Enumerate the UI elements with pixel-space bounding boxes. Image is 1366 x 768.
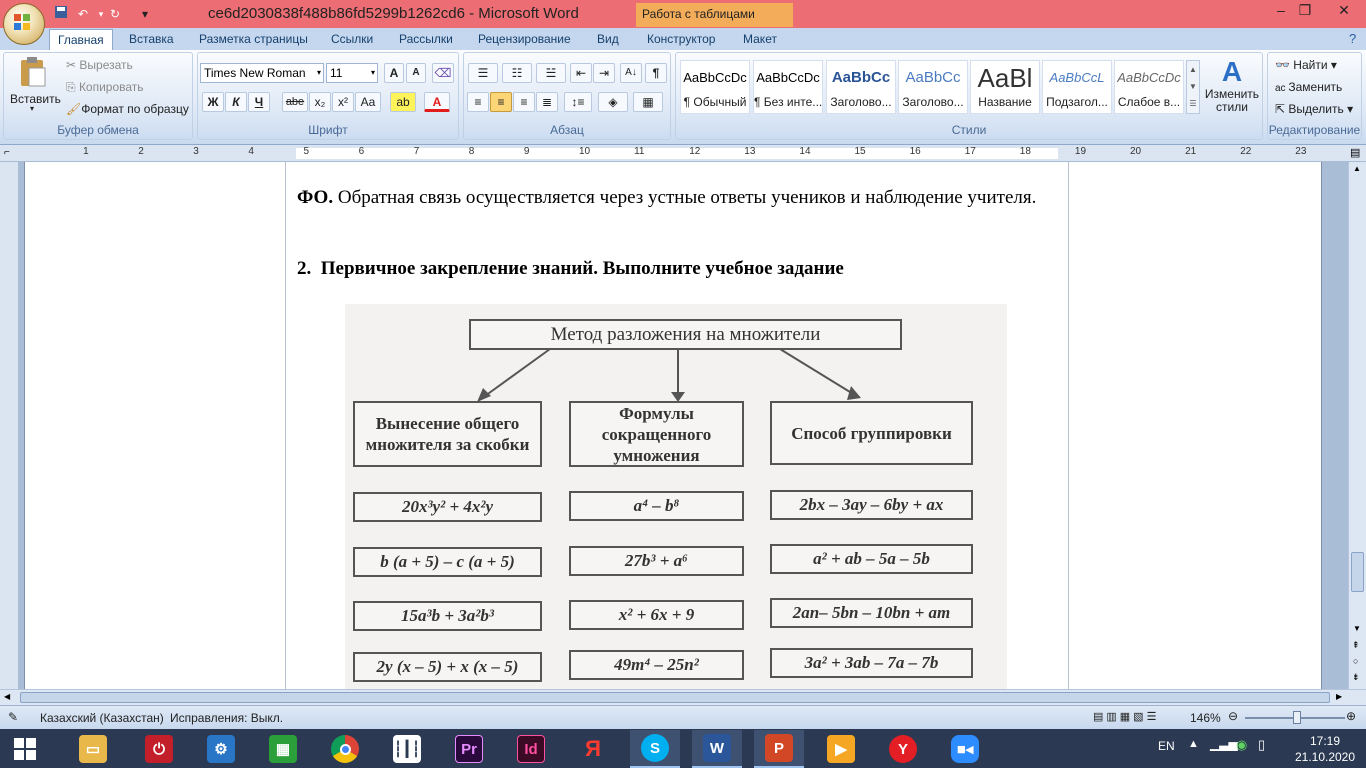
diagram-title: Метод разложения на множители	[469, 319, 902, 350]
find-button[interactable]: 👓 Найти ▾	[1275, 58, 1337, 72]
style-preview: AaBbCcDc	[1117, 70, 1181, 85]
expr-cell: 2an– 5bn – 10bn + am	[770, 598, 973, 628]
feedback-label: ФО.	[297, 187, 334, 208]
change-styles-button[interactable]	[1203, 56, 1261, 120]
ruler-number: 21	[1185, 146, 1197, 157]
powerpoint-taskbar-button[interactable]	[754, 730, 804, 768]
increase-indent-icon[interactable]: ⇥	[593, 63, 615, 83]
undo-icon[interactable]: ↶	[77, 7, 89, 21]
power-icon: ⏻	[145, 735, 173, 763]
ruler-numbers	[0, 146, 1366, 160]
scissors-icon: ✂	[66, 58, 80, 72]
style-tile-normal[interactable]	[680, 60, 750, 114]
view-buttons[interactable]: ▤▥▦▧☰	[1093, 711, 1160, 723]
power-taskbar-button[interactable]	[134, 730, 184, 768]
ruler-number: 9	[523, 146, 530, 157]
col2-header: Формулы сокращенного умножения	[569, 401, 744, 467]
calculator-taskbar-button[interactable]	[258, 730, 308, 768]
powerpoint-icon: P	[765, 734, 793, 762]
windows-icon	[14, 738, 36, 760]
tab-design[interactable]: Конструктор	[647, 32, 716, 46]
minimize-button[interactable]: –	[1277, 2, 1285, 18]
ruler-number: 17	[964, 146, 976, 157]
tray-app-icon[interactable]: ◉	[1236, 737, 1248, 752]
editing-group-label: Редактирование	[1268, 123, 1361, 137]
tab-view[interactable]: Вид	[597, 32, 619, 46]
font-color-icon[interactable]: A	[424, 92, 450, 112]
heading-text: Первичное закрепление знаний. Выполните учебное задание	[320, 258, 844, 279]
expr-cell: 2y (x – 5) + x (x – 5)	[353, 652, 542, 682]
ruler-number: 11	[634, 146, 645, 157]
ruler-number: 1	[83, 146, 89, 157]
yandex-y-icon: Y	[889, 735, 917, 763]
align-right-icon[interactable]: ≡	[513, 92, 535, 112]
undo-dropdown-icon[interactable]: ▾	[98, 9, 104, 19]
expr-cell: b (a + 5) – c (a + 5)	[353, 547, 542, 577]
copy-icon: ⎘	[66, 80, 79, 94]
font-name-value: Times New Roman	[204, 66, 306, 80]
table-left-border	[285, 162, 286, 689]
expr-cell: 15a³b + 3a²b³	[353, 601, 542, 631]
redo-icon[interactable]: ↻	[109, 7, 121, 21]
language-status[interactable]: Казахский (Казахстан)	[40, 711, 164, 725]
ruler-number: 12	[689, 146, 701, 157]
clear-format-button[interactable]: ⌫	[432, 63, 454, 83]
ruler-number: 5	[303, 146, 310, 157]
chevron-down-icon: ▾	[316, 68, 321, 77]
subscript-button[interactable]: x₂	[309, 92, 331, 112]
ruler-number: 19	[1074, 146, 1087, 157]
waveform-icon: ┆┃┆	[393, 735, 421, 763]
tab-page-layout[interactable]: Разметка страницы	[199, 32, 308, 46]
shading-icon[interactable]: ◈	[598, 92, 628, 112]
settings-icon: ⚙	[207, 735, 235, 763]
ruler-number: 7	[413, 146, 420, 157]
indesign-icon: Id	[517, 735, 545, 763]
zoom-in-icon[interactable]: ⊕	[1346, 709, 1357, 723]
copy-button[interactable]	[66, 80, 144, 95]
style-tile-subtitle[interactable]	[1042, 60, 1112, 114]
replace-button[interactable]	[1275, 80, 1342, 94]
decrease-indent-icon[interactable]: ⇤	[570, 63, 592, 83]
bold-button[interactable]: Ж	[202, 92, 224, 112]
style-tile-title[interactable]	[970, 60, 1040, 114]
section-heading[interactable]	[297, 257, 844, 280]
taskbar-clock[interactable]	[1290, 733, 1360, 765]
media-player-taskbar-button[interactable]	[816, 730, 866, 768]
view-ruler-icon[interactable]: ▤	[1350, 147, 1361, 159]
indesign-taskbar-button[interactable]	[506, 730, 556, 768]
superscript-button[interactable]: x²	[332, 92, 354, 112]
scroll-right-icon[interactable]: ▶	[1336, 692, 1343, 701]
control-panel-taskbar-button[interactable]	[196, 730, 246, 768]
brush-icon: 🖌	[66, 102, 82, 116]
expr-cell: 2bx – 3ay – 6by + ax	[770, 490, 973, 520]
tab-mailings[interactable]: Рассылки	[399, 32, 453, 46]
paragraph-group-label: Абзац	[550, 123, 584, 137]
video-camera-icon: ■◂	[951, 735, 979, 763]
binoculars-icon: 👓	[1275, 58, 1294, 72]
align-left-icon[interactable]: ≡	[467, 92, 489, 112]
yandex-icon: Я	[585, 736, 601, 761]
borders-icon[interactable]: ▦	[633, 92, 663, 112]
maximize-button[interactable]: ❐	[1298, 2, 1312, 18]
style-name: ¶ Без инте...	[754, 95, 822, 109]
numbering-icon[interactable]: ☷	[502, 63, 532, 83]
style-preview: AaBbCcL	[1049, 70, 1105, 85]
calculator-icon: ▦	[269, 735, 297, 763]
status-bar	[0, 705, 1366, 729]
expr-cell: 49m⁴ – 25n²	[569, 650, 744, 680]
align-center-icon[interactable]: ≡	[490, 92, 512, 112]
change-styles-icon: A	[1221, 56, 1243, 87]
office-logo-icon	[13, 13, 31, 31]
ruler-number: 8	[468, 146, 475, 157]
col1-header: Вынесение общего множителя за скобки	[353, 401, 542, 467]
style-preview: AaBbCc	[831, 69, 891, 86]
chrome-taskbar-button[interactable]	[320, 730, 370, 768]
style-name: ¶ Обычный	[683, 95, 747, 109]
style-tile-heading2[interactable]	[898, 60, 968, 114]
start-button[interactable]	[0, 730, 50, 768]
format-painter-button[interactable]	[66, 102, 189, 116]
tab-review[interactable]: Рецензирование	[478, 32, 571, 46]
sort-icon[interactable]: A↓	[620, 63, 642, 83]
paragraph-feedback[interactable]	[297, 186, 1057, 209]
shrink-font-button[interactable]: A	[406, 63, 426, 83]
yandex-browser-taskbar-button[interactable]	[568, 730, 618, 768]
expr-cell: 20x³y² + 4x²y	[353, 492, 542, 522]
font-size-combo[interactable]	[326, 63, 378, 83]
table-right-border	[1068, 162, 1069, 689]
chevron-down-icon: ▾	[370, 68, 375, 77]
style-preview: AaBl	[977, 63, 1033, 93]
style-tile-heading1[interactable]	[826, 60, 896, 114]
zoom-slider-thumb[interactable]	[1293, 711, 1301, 724]
expr-cell: 27b³ + a⁶	[569, 546, 744, 576]
ruler-number: 14	[799, 146, 811, 157]
style-preview: AaBbCcDc	[683, 70, 747, 85]
heading-number: 2.	[297, 258, 312, 279]
ruler-number: 18	[1019, 146, 1031, 157]
next-page-icon[interactable]: ⇟	[1352, 672, 1360, 682]
ruler-number: 10	[579, 146, 591, 157]
styles-group-label: Стили	[951, 123, 987, 137]
feedback-text: Обратная связь осуществляется через устные ответы учеников и наблюдение учителя.	[333, 187, 1037, 208]
play-icon: ▶	[827, 735, 855, 763]
premiere-icon: Pr	[455, 735, 483, 763]
context-tab-label: Работа с таблицами	[636, 3, 793, 27]
change-case-button[interactable]: Aa	[355, 92, 381, 112]
browse-object-icon[interactable]: ○	[1353, 656, 1359, 666]
scroll-up-icon[interactable]: ▲	[1353, 164, 1361, 173]
tab-references[interactable]: Ссылки	[331, 32, 374, 46]
format-painter-label: Формат по образцу	[81, 102, 189, 116]
zoom-taskbar-button[interactable]	[940, 730, 990, 768]
factorization-diagram-image[interactable]	[345, 304, 1007, 689]
paste-button[interactable]	[10, 56, 61, 120]
styles-scroll[interactable]: ▲ ▼ ☰	[1186, 60, 1200, 114]
style-preview: AaBbCc	[905, 69, 961, 86]
folder-icon: ▭	[79, 735, 107, 763]
ruler-number: 15	[854, 146, 866, 157]
expr-cell: x² + 6x + 9	[569, 600, 744, 630]
justify-icon[interactable]: ≣	[536, 92, 558, 112]
skype-icon: S	[641, 734, 669, 762]
horizontal-scrollbar[interactable]	[0, 689, 1366, 705]
close-button[interactable]: ✕	[1338, 2, 1350, 18]
scroll-left-icon[interactable]: ◀	[4, 692, 11, 701]
zoom-out-icon[interactable]: ⊖	[1228, 709, 1239, 723]
bullets-icon[interactable]: ☰	[468, 63, 498, 83]
font-size-value: 11	[330, 66, 343, 80]
underline-button[interactable]: Ч	[248, 92, 270, 112]
paste-dropdown-icon: ▾	[30, 104, 35, 113]
change-styles-label: Изменить стили	[1204, 87, 1260, 114]
cursor-icon: ⇱	[1275, 102, 1289, 116]
tab-home[interactable]: Главная	[49, 29, 113, 50]
grow-font-button[interactable]: A	[384, 63, 404, 83]
chrome-icon	[331, 735, 359, 763]
select-button[interactable]: ⇱ Выделить ▾	[1275, 102, 1354, 116]
copy-label: Копировать	[78, 80, 144, 94]
vertical-scrollbar[interactable]	[1348, 162, 1366, 689]
tab-layout[interactable]: Макет	[743, 32, 777, 46]
select-label: Выделить	[1288, 102, 1344, 116]
ruler-number: 2	[138, 146, 144, 157]
find-label: Найти	[1293, 58, 1328, 72]
ruler-number: 13	[744, 146, 756, 157]
scroll-down-icon[interactable]: ▼	[1353, 624, 1361, 633]
track-changes-status[interactable]: Исправления: Выкл.	[170, 711, 284, 725]
multilevel-list-icon[interactable]: ☱	[536, 63, 566, 83]
zoom-level[interactable]: 146%	[1190, 711, 1221, 725]
clock-time: 17:19	[1309, 734, 1341, 748]
paste-icon	[19, 56, 47, 88]
pilcrow-icon[interactable]: ¶	[645, 63, 667, 83]
ruler-number: 22	[1240, 146, 1252, 157]
font-name-combo[interactable]	[200, 63, 324, 83]
cut-button[interactable]	[66, 58, 133, 72]
audio-taskbar-button[interactable]	[382, 730, 432, 768]
help-icon[interactable]: ?	[1349, 31, 1357, 46]
window-title: ce6d2030838f488b86fd5299b1262cd6 - Microsoft Word	[208, 5, 579, 22]
replace-icon: ac	[1275, 83, 1289, 94]
strikethrough-button[interactable]: abe	[282, 92, 308, 112]
style-name: Название	[978, 95, 1032, 109]
word-taskbar-button[interactable]	[692, 730, 742, 768]
expr-cell: 3a² + 3ab – 7a – 7b	[770, 648, 973, 678]
battery-icon[interactable]: ▯	[1258, 737, 1266, 752]
premiere-taskbar-button[interactable]	[444, 730, 494, 768]
yandex-taskbar-button[interactable]	[878, 730, 928, 768]
clock-date: 21.10.2020	[1294, 750, 1356, 764]
tab-insert[interactable]: Вставка	[129, 32, 174, 46]
word-icon: W	[703, 734, 731, 762]
input-language[interactable]: EN	[1158, 739, 1175, 753]
prev-page-icon[interactable]: ⇞	[1352, 640, 1360, 650]
style-tile-subtle-emphasis[interactable]	[1114, 60, 1184, 114]
expr-cell: a⁴ – b⁸	[569, 491, 744, 521]
ruler-number: 23	[1295, 146, 1307, 157]
customize-qat-icon[interactable]: ▾	[141, 7, 149, 21]
ruler-number: 16	[909, 146, 921, 157]
cut-label: Вырезать	[79, 58, 133, 72]
hscroll-thumb[interactable]	[20, 692, 1330, 703]
style-name: Заголово...	[830, 95, 892, 109]
style-name: Подзагол...	[1046, 95, 1108, 109]
style-name: Заголово...	[902, 95, 964, 109]
paste-label: Вставить	[10, 92, 61, 106]
style-tile-no-spacing[interactable]	[753, 60, 823, 114]
style-preview: AaBbCcDc	[756, 70, 820, 85]
style-name: Слабое в...	[1117, 95, 1181, 109]
italic-button[interactable]: К	[225, 92, 247, 112]
skype-taskbar-button[interactable]	[630, 730, 680, 768]
replace-label: Заменить	[1288, 80, 1343, 94]
spellcheck-icon[interactable]: ✎	[8, 710, 19, 724]
ruler-number: 20	[1130, 146, 1142, 157]
ruler-number: 4	[248, 146, 254, 157]
vertical-ruler	[0, 162, 18, 689]
save-icon[interactable]	[52, 5, 70, 23]
tab-selector-icon[interactable]: ⌐	[4, 147, 10, 158]
col3-header: Способ группировки	[770, 401, 973, 465]
network-icon[interactable]: ▁▃▅	[1210, 737, 1238, 751]
ruler-number: 6	[358, 146, 365, 157]
font-group-label: Шрифт	[308, 123, 348, 137]
expr-cell: a² + ab – 5a – 5b	[770, 544, 973, 574]
explorer-taskbar-button[interactable]	[68, 730, 118, 768]
tray-chevron-icon[interactable]: ▲	[1188, 738, 1199, 750]
ruler-number: 3	[193, 146, 199, 157]
highlight-icon[interactable]: ab	[390, 92, 416, 112]
clipboard-group-label: Буфер обмена	[57, 123, 139, 137]
scroll-thumb[interactable]	[1351, 552, 1364, 592]
line-spacing-icon[interactable]: ↕≡	[564, 92, 592, 112]
